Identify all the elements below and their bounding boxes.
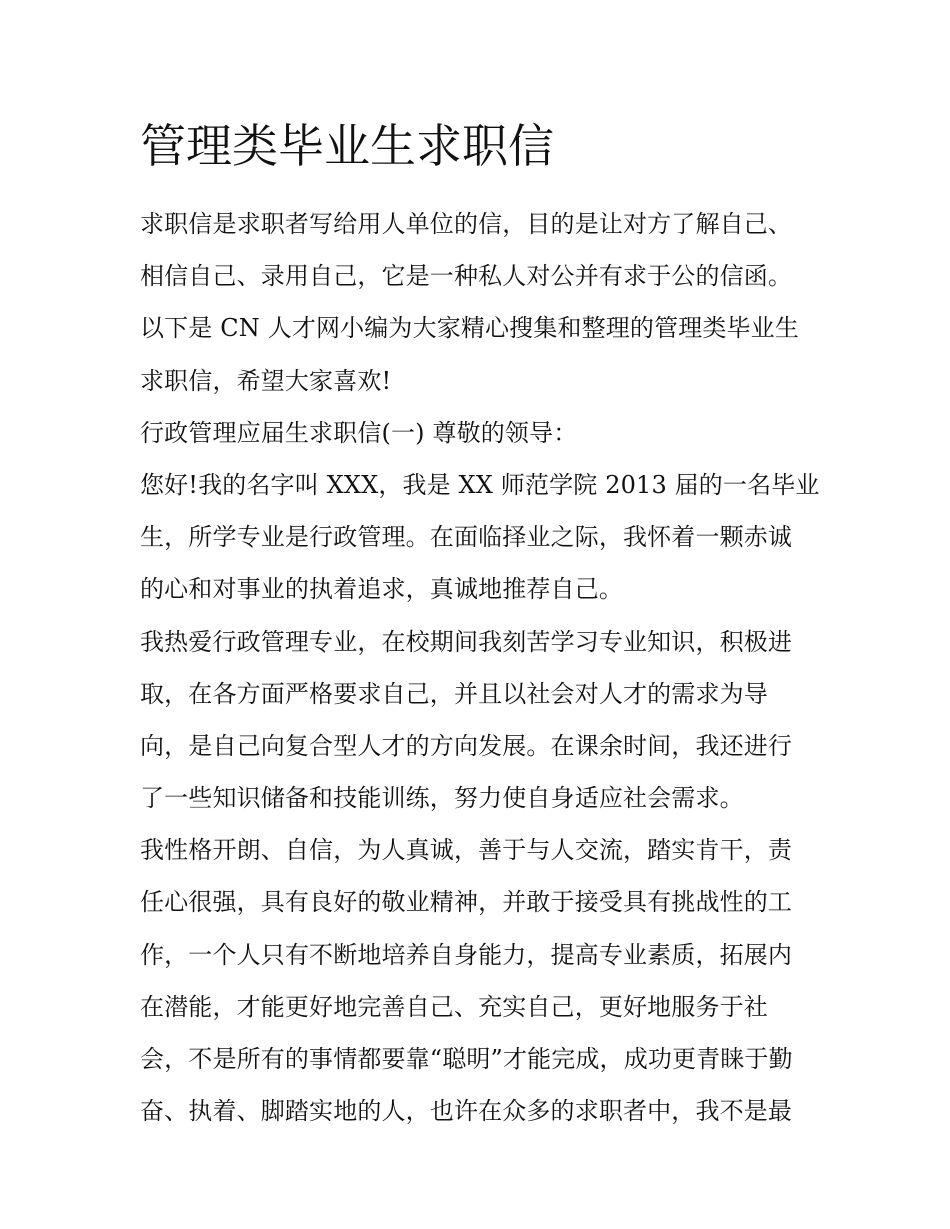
text-line: 的心和对事业的执着追求，真诚地推荐自己。 xyxy=(140,575,623,604)
text-line: 奋、执着、脚踏实地的人，也许在众多的求职者中，我不是最 xyxy=(140,1097,793,1126)
text-line: 生，所学专业是行政管理。在面临择业之际，我怀着一颗赤诚 xyxy=(140,523,793,552)
text-line: 我性格开朗、自信，为人真诚，善于与人交流，踏实肯干，责 xyxy=(140,836,793,865)
text-line: 以下是 CN 人才网小编为大家精心搜集和整理的管理类毕业生 xyxy=(140,314,799,343)
text-line: 会，不是所有的事情都要靠“聪明”才能完成，成功更青睐于勤 xyxy=(140,1045,793,1073)
text-line: 求职信是求职者写给用人单位的信，目的是让对方了解自己、 xyxy=(140,210,793,238)
document-body xyxy=(140,198,820,1137)
document-title: 管理类毕业生求职信 xyxy=(140,119,554,173)
text-line: 任心很强，具有良好的敬业精神，并敢于接受具有挑战性的工 xyxy=(140,888,793,917)
text-line: 求职信，希望大家喜欢! xyxy=(140,366,392,395)
text-line: 行政管理应届生求职信(一) 尊敬的领导： xyxy=(140,418,578,447)
text-line: 了一些知识储备和技能训练，努力使自身适应社会需求。 xyxy=(140,784,744,813)
text-line: 在潜能，才能更好地完善自己、充实自己，更好地服务于社 xyxy=(140,992,768,1021)
text-line: 作，一个人只有不断地培养自身能力，提高专业素质，拓展内 xyxy=(140,940,793,969)
text-line: 向，是自己向复合型人才的方向发展。在课余时间，我还进行 xyxy=(140,731,793,760)
text-line: 我热爱行政管理专业，在校期间我刻苦学习专业知识，积极进 xyxy=(140,627,793,656)
text-line: 相信自己、录用自己，它是一种私人对公并有求于公的信函。 xyxy=(140,262,793,291)
text-line: 取，在各方面严格要求自己，并且以社会对人才的需求为导 xyxy=(140,679,768,708)
text-line: 您好!我的名字叫 XXX，我是 XX 师范学院 2013 届的一名毕业 xyxy=(140,470,820,499)
